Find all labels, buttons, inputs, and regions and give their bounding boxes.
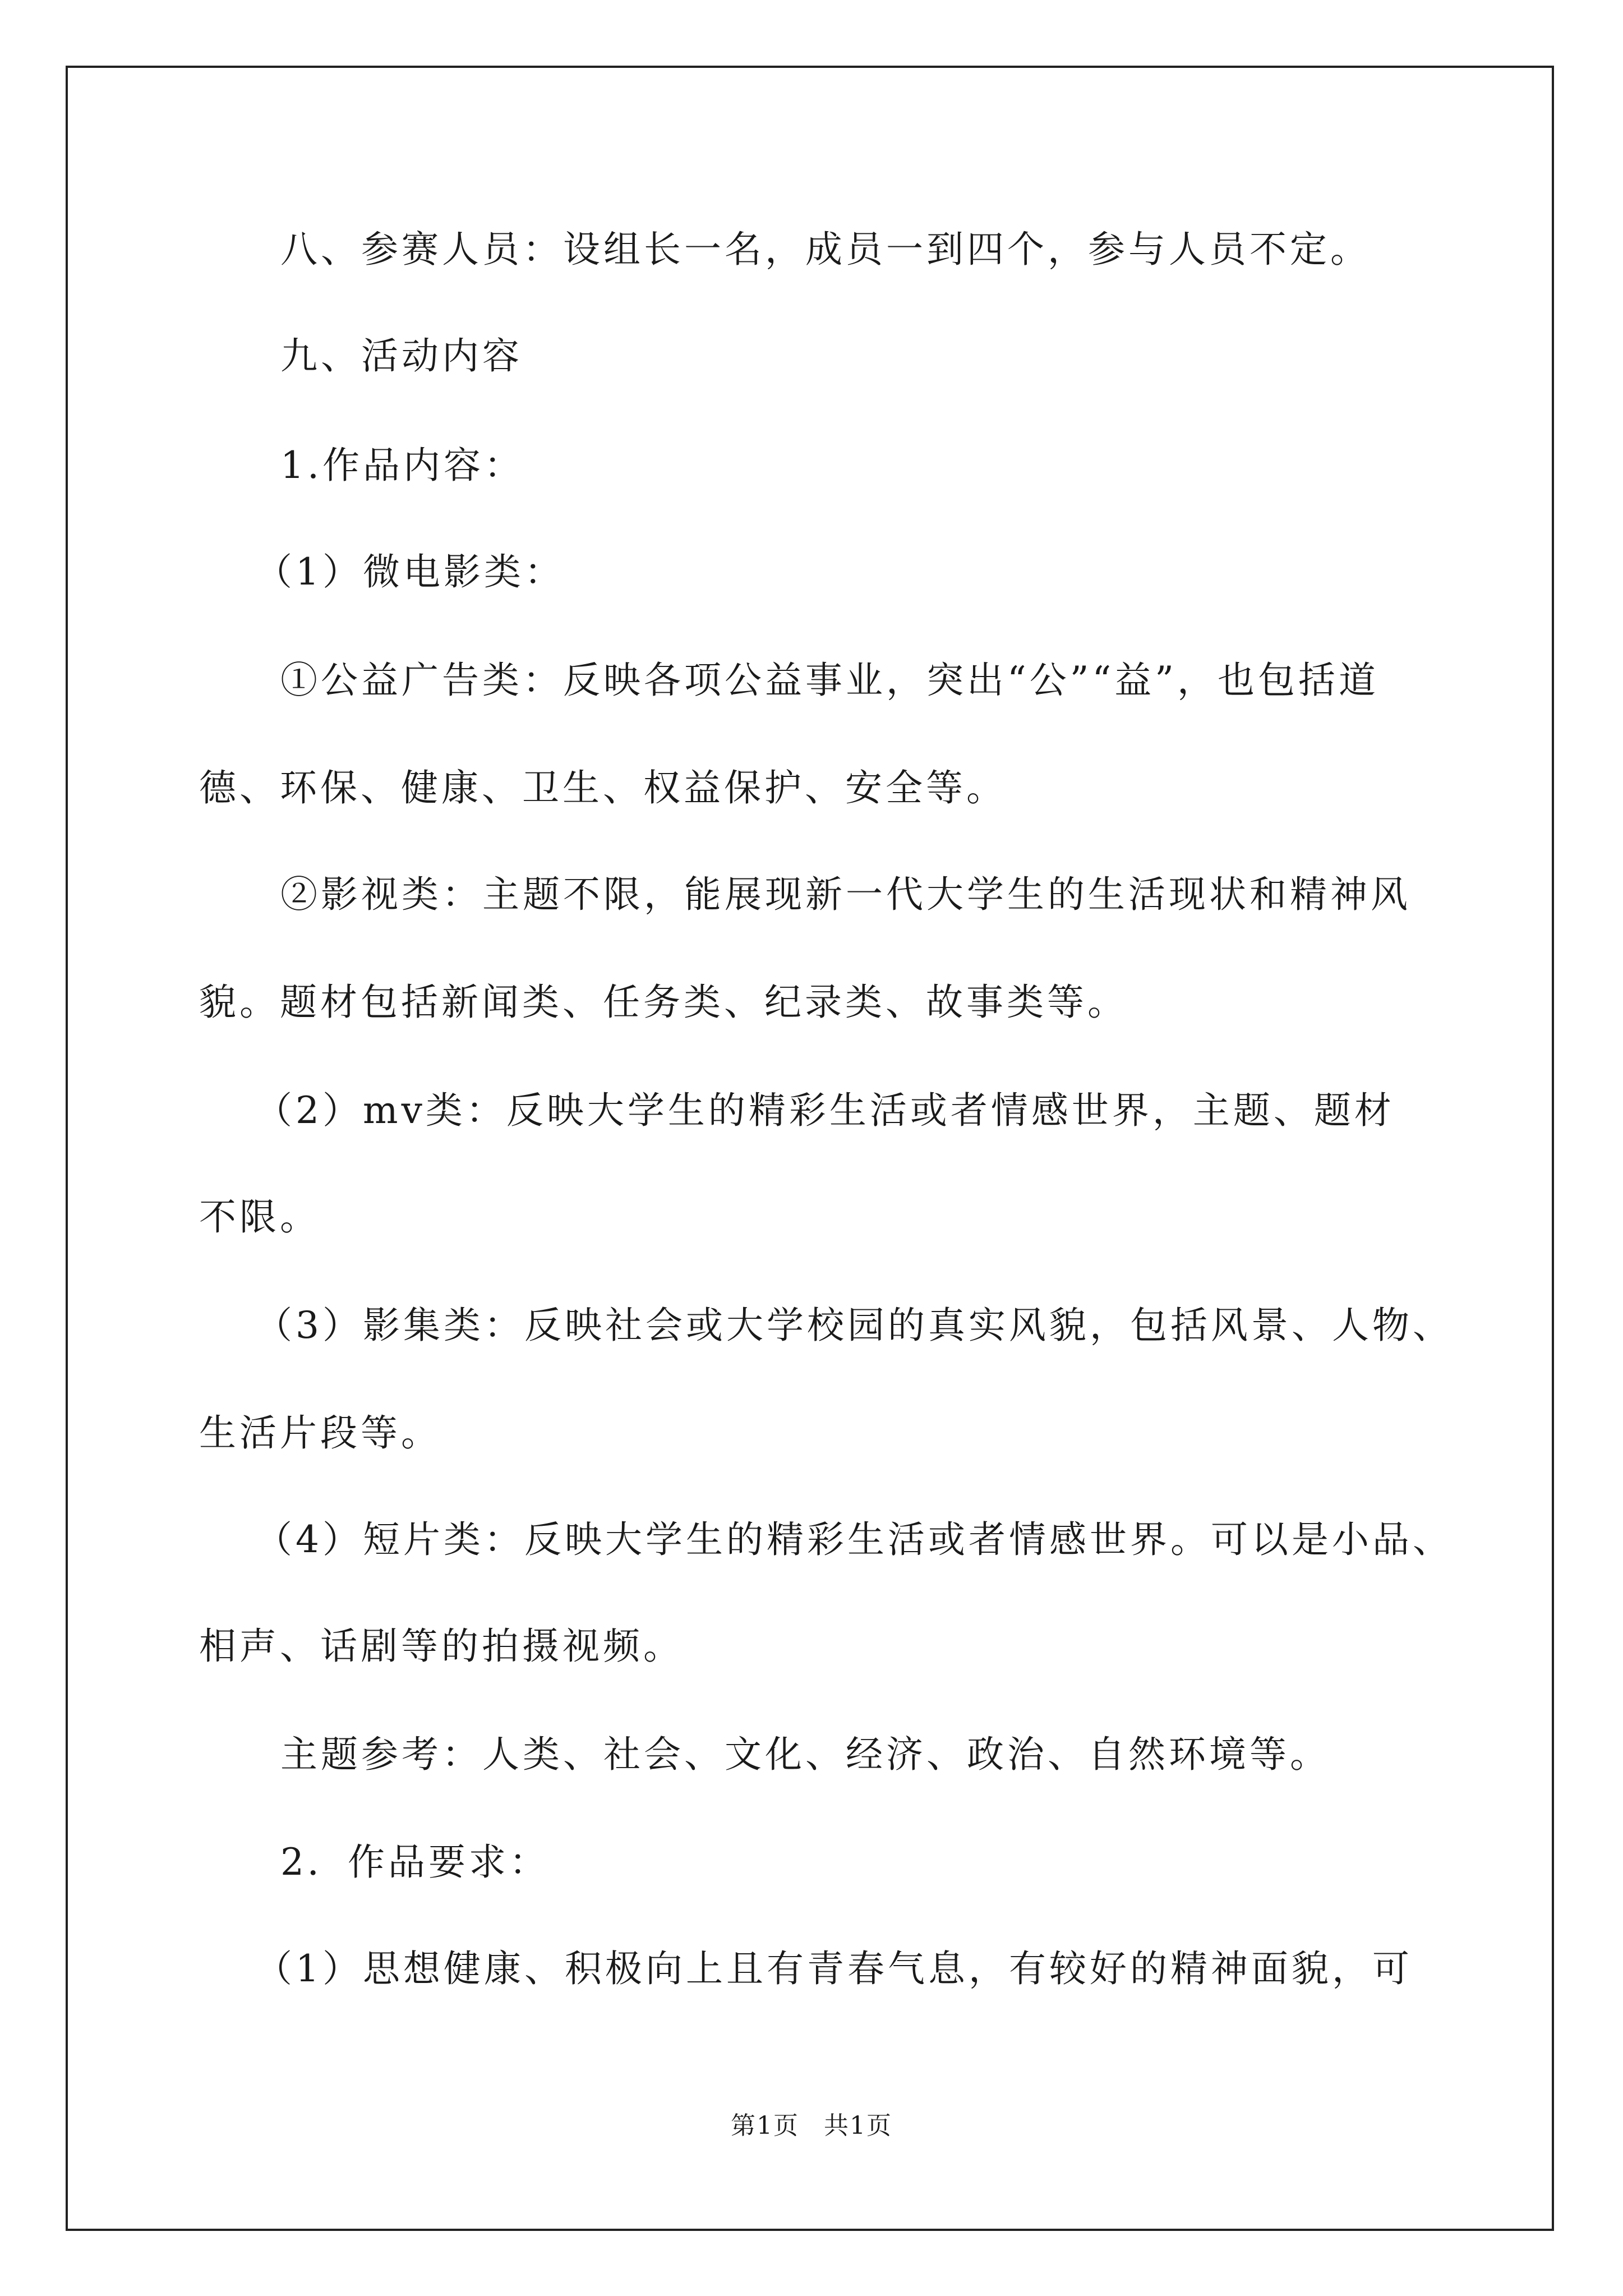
paragraph-line: 八、参赛人员：设组长一名，成员一到四个，参与人员不定。 — [280, 228, 1371, 271]
page-footer — [0, 2109, 1623, 2143]
paragraph-line: 相声、话剧等的拍摄视频。 — [199, 1625, 684, 1668]
subsection-heading: （1）微电影类： — [255, 550, 565, 593]
paragraph-line: 主题参考：人类、社会、文化、经济、政治、自然环境等。 — [280, 1733, 1330, 1776]
paragraph-line: 德、环保、健康、卫生、权益保护、安全等。 — [199, 766, 1007, 809]
paragraph-line: ②影视类：主题不限，能展现新一代大学生的生活现状和精神风 — [280, 873, 1411, 916]
section-heading: 九、活动内容 — [280, 334, 523, 378]
paragraph-line: （4）短片类：反映大学生的精彩生活或者情感世界。可以是小品、 — [255, 1518, 1453, 1561]
subsection-heading: 1.作品内容： — [280, 444, 524, 487]
paragraph-line: 生活片段等。 — [199, 1411, 441, 1455]
paragraph-line: （1）思想健康、积极向上且有青春气息，有较好的精神面貌，可 — [255, 1947, 1413, 1990]
paragraph-line: 貌。题材包括新闻类、任务类、纪录类、故事类等。 — [199, 981, 1128, 1024]
paragraph-line: ①公益广告类：反映各项公益事业，突出“公”“益”，也包括道 — [280, 659, 1379, 702]
subsection-heading: 2．作品要求： — [280, 1841, 550, 1884]
page-number-current: 第1页 — [731, 2111, 799, 2140]
page-number-total: 共1页 — [824, 2111, 892, 2140]
paragraph-line: （3）影集类：反映社会或大学校园的真实风貌，包括风景、人物、 — [255, 1304, 1453, 1347]
paragraph-line: 不限。 — [199, 1195, 320, 1239]
paragraph-line: （2）mv类：反映大学生的精彩生活或者情感世界，主题、题材 — [255, 1089, 1395, 1132]
